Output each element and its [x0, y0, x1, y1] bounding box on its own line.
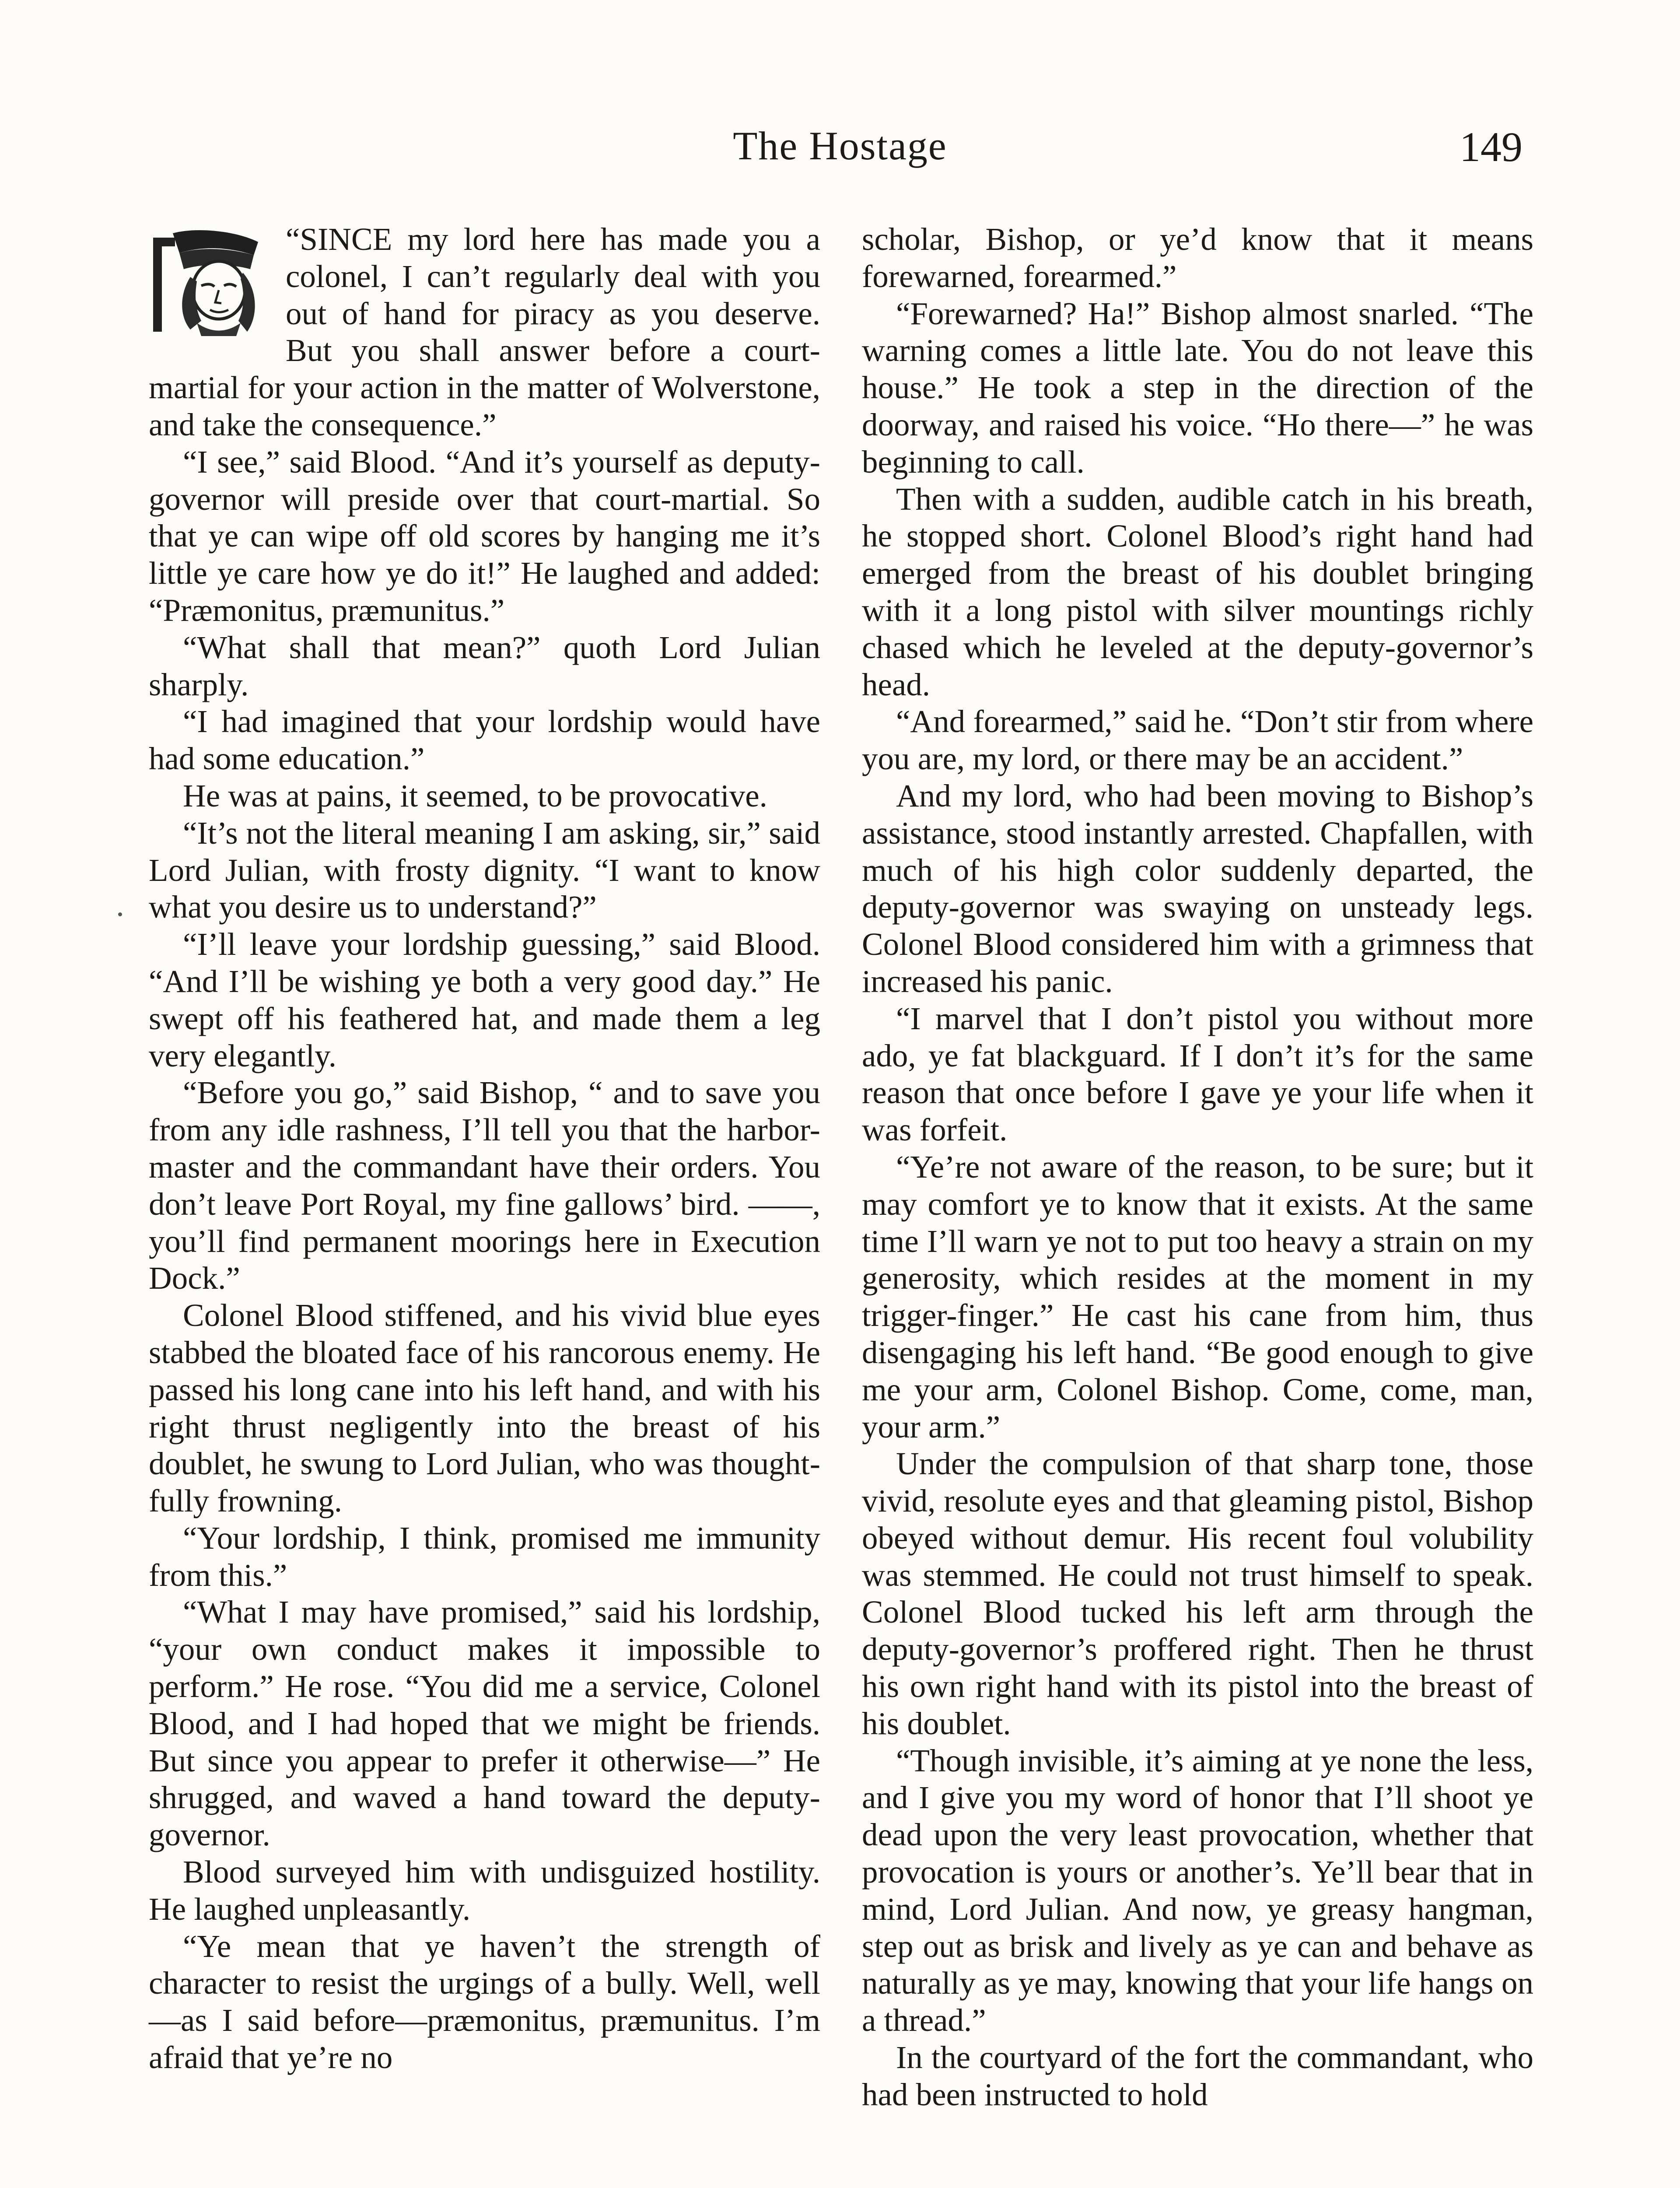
paragraph: scholar, Bishop, or ye’d know that it means forewarned, forearmed.” — [862, 221, 1533, 294]
paragraph: “I marvel that I don’t pistol you without more ado, ye fat blackguard. If I don’t it’s for the same reason that once before I gave ye your life when it was forfeit. — [862, 1000, 1533, 1148]
paragraph: In the courtyard of the fort the commandant, who had been instructed to hold — [862, 2040, 1533, 2112]
page-header — [149, 109, 1531, 179]
paragraph: “I had imagined that your lordship would have had some education.” — [149, 704, 820, 777]
right-column — [862, 221, 1533, 2114]
paragraph: Blood surveyed him with undisguized hostility. He laughed unpleasantly. — [149, 1854, 820, 1927]
paragraph: “What I may have promised,” said his lordship, “your own conduct makes it impossible to perform.” He rose. “You did me a service, Colonel Blood, and I had hoped that we might be friends. But since you appear to prefer it otherwise—” He shrugged, and waved a hand toward the deputy-governor. — [149, 1594, 820, 1853]
paragraph: “Your lordship, I think, promised me immunity from this.” — [149, 1520, 820, 1593]
paragraph: And my lord, who had been moving to Bishop’s assistance, stood instantly arrested. Chapfallen, with much of his high color suddenly departed, the deputy-governor was swaying on unsteady legs. Colonel Blood considered him with a grimness that increased his panic. — [862, 778, 1533, 999]
running-title: The Hostage — [733, 123, 947, 168]
paragraph: Then with a sudden, audible catch in his breath, he stopped short. Colonel Blood’s right hand had emerged from the breast of his doublet bringing with it a long pistol with silver mountings richly chased which he leveled at the deputy-governor’s head. — [862, 481, 1533, 702]
paragraph: Under the compulsion of that sharp tone, those vivid, resolute eyes and that gleaming pistol, Bishop obeyed without demur. His recent foul volubility was stemmed. He could not trust himself to speak. Colonel Blood tucked his left arm through the deputy-governor’s proffered right. Then he thrust his own right hand with its pistol into the breast of his doublet. — [862, 1446, 1533, 1741]
paragraph: “It’s not the literal meaning I am asking, sir,” said Lord Julian, with frosty dignity. “I want to know what you desire us to understand?” — [149, 815, 820, 925]
paragraph: “Ye mean that ye haven’t the strength of character to resist the urgings of a bully. Well, well—as I said before—præmonitus, præmunitus. I’m afraid that ye’re no — [149, 1928, 820, 2076]
left-column — [149, 221, 820, 2076]
paragraph: “I see,” said Blood. “And it’s yourself as deputy-governor will preside over that court-martial. So that ye can wipe off old scores by hanging me it’s little ye care how ye do it!” He laughed and added: “Præmonitus, præmunitus.” — [149, 444, 820, 628]
cavalier-portrait-icon — [149, 229, 273, 336]
paragraph: “And forearmed,” said he. “Don’t stir from where you are, my lord, or there may be an accident.” — [862, 704, 1533, 777]
paragraph: Colonel Blood stiffened, and his vivid blue eyes stabbed the bloated face of his rancorous enemy. He passed his long cane into his left hand, and with his right thrust negligently into the breast of his doublet, he swung to Lord Julian, who was thoughtfully frowning. — [149, 1297, 820, 1519]
page-number: 149 — [1460, 123, 1522, 170]
paragraph: “I’ll leave your lordship guessing,” said Blood. “And I’ll be wishing ye both a very good day.” He swept off his feathered hat, and made them a leg very elegantly. — [149, 926, 820, 1073]
paragraph: “Forewarned? Ha!” Bishop almost snarled. “The warning comes a little late. You do not leave this house.” He took a step in the direction of the doorway, and raised his voice. “Ho there—” he was beginning to call. — [862, 295, 1533, 480]
paragraph: “Ye’re not aware of the reason, to be sure; but it may comfort ye to know that it exists. At the same time I’ll warn ye not to put too heavy a strain on my generosity, which resides at the moment in my trigger-finger.” He cast his cane from him, thus disengaging his left hand. “Be good enough to give me your arm, Colonel Bishop. Come, come, man, your arm.” — [862, 1149, 1533, 1445]
paragraph: He was at pains, it seemed, to be provocative. — [183, 778, 767, 813]
paragraph: “What shall that mean?” quoth Lord Julian sharply. — [149, 629, 820, 702]
paragraph: “Before you go,” said Bishop, “ and to save you from any idle rashness, I’ll tell you that the harbor-master and the commandant have their orders. You don’t leave Port Royal, my fine gallows’ bird. ——, you’ll find permanent moorings here in Execution Dock.” — [149, 1075, 820, 1296]
paragraph: “SINCE my lord here has made you a colonel, I can’t regularly deal with you out of hand for piracy as you deserve. But you shall answer before a court-martial for your action in the matter of Wolverstone, and take the consequence.” — [149, 221, 820, 442]
paragraph: “Though invisible, it’s aiming at ye none the less, and I give you my word of honor that I’ll shoot ye dead upon the very least provocation, whether that provocation is yours or another’s. Ye’ll bear that in mind, Lord Julian. And now, ye greasy hangman, step out as brisk and lively as ye can and behave as naturally as ye may, knowing that your life hangs on a thread.” — [862, 1743, 1533, 2038]
